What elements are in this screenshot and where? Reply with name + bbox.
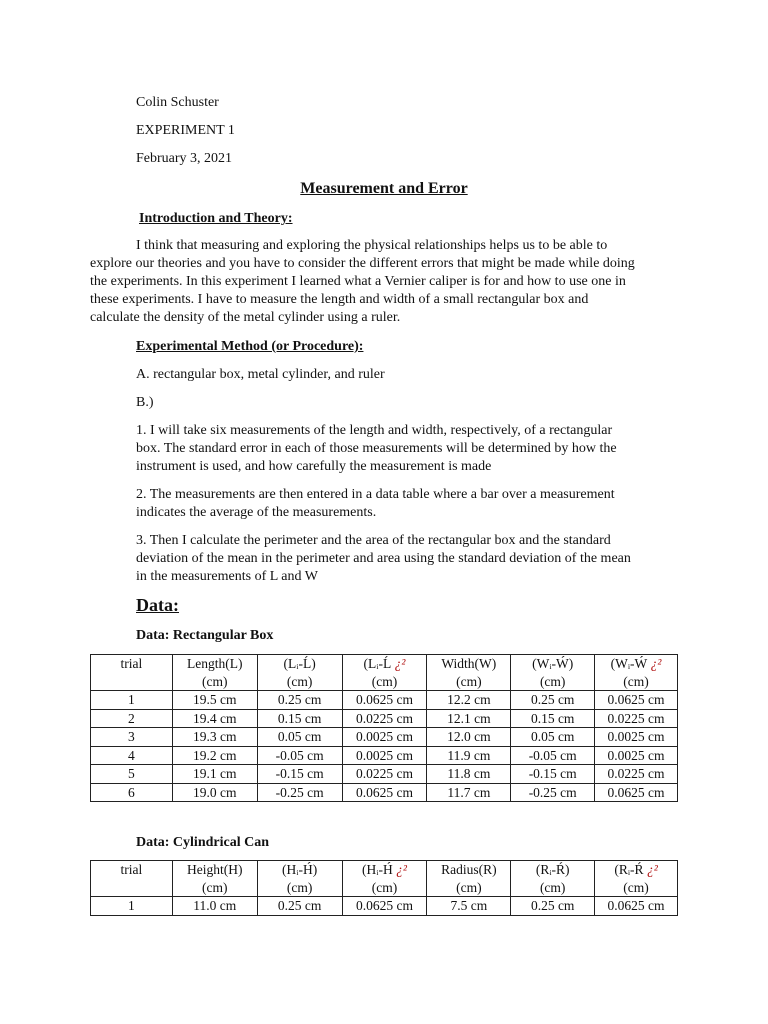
table-cell: 0.0225 cm: [342, 765, 427, 784]
header-length-deviation: (Lᵢ-Ĺ) (cm): [257, 655, 342, 691]
table-header-row: [91, 861, 678, 897]
experiment-label: EXPERIMENT 1: [136, 123, 235, 138]
table-cell: 0.0625 cm: [342, 691, 427, 710]
table-cell: 0.0225 cm: [595, 765, 678, 784]
header-radius-deviation-squared: (Rᵢ-Ŕ ¿² (cm): [595, 861, 678, 897]
table-row: [91, 783, 678, 802]
table-cell: 0.0025 cm: [342, 746, 427, 765]
table-cell: 12.1 cm: [427, 709, 511, 728]
table-cell: 0.0625 cm: [595, 691, 678, 710]
table-cell: -0.15 cm: [257, 765, 342, 784]
table-cell: 0.15 cm: [257, 709, 342, 728]
author-name: Colin Schuster: [136, 95, 219, 110]
table-cell: 19.1 cm: [172, 765, 257, 784]
squared-glyph: ¿²: [394, 656, 406, 671]
box-table-body: [91, 691, 678, 802]
intro-line: I think that measuring and exploring the physical relationships helps us to be able to: [136, 238, 608, 253]
table-row: [91, 691, 678, 710]
header-trial: trial: [91, 861, 173, 897]
table-cell: 0.0025 cm: [595, 728, 678, 747]
intro-line: explore our theories and you have to consider the different errors that might be made while doing: [90, 256, 635, 271]
table-cell: 0.05 cm: [511, 728, 595, 747]
can-table-body: [91, 897, 678, 916]
table-row: [91, 746, 678, 765]
table-cell: 19.4 cm: [172, 709, 257, 728]
squared-glyph: ¿²: [650, 656, 662, 671]
table-row: [91, 897, 678, 916]
table-header-row: [91, 655, 678, 691]
header-radius-deviation: (Rᵢ-Ŕ) (cm): [511, 861, 595, 897]
table-cell: 2: [91, 709, 173, 728]
intro-line: the experiments. In this experiment I learned what a Vernier caliper is for and how to use one in: [90, 274, 626, 289]
header-height: Height(H) (cm): [172, 861, 257, 897]
step-line: 3. Then I calculate the perimeter and the area of the rectangular box and the standard: [136, 533, 611, 548]
data-heading: Data:: [136, 595, 179, 615]
table-cell: 11.8 cm: [427, 765, 511, 784]
table-cell: 12.0 cm: [427, 728, 511, 747]
table-cell: 0.0625 cm: [595, 783, 678, 802]
table-cell: 5: [91, 765, 173, 784]
table-cell: 4: [91, 746, 173, 765]
squared-glyph: ¿²: [646, 862, 658, 877]
report-date: February 3, 2021: [136, 151, 233, 166]
table-cell: -0.15 cm: [511, 765, 595, 784]
table-cell: 0.25 cm: [257, 691, 342, 710]
header-radius: Radius(R) (cm): [427, 861, 511, 897]
table-cell: 0.25 cm: [257, 897, 342, 916]
rectangular-box-table: [90, 654, 678, 802]
method-b-label: B.): [136, 395, 154, 410]
box-table-caption: Data: Rectangular Box: [136, 628, 274, 643]
table-cell: -0.25 cm: [257, 783, 342, 802]
step-line: 2. The measurements are then entered in a data table where a bar over a measurement: [136, 487, 615, 502]
step-line: instrument is used, and how carefully the measurement is made: [136, 459, 492, 474]
table-cell: 19.3 cm: [172, 728, 257, 747]
table-cell: 11.9 cm: [427, 746, 511, 765]
step-line: in the measurements of L and W: [136, 569, 318, 584]
intro-line: calculate the density of the metal cylinder using a ruler.: [90, 310, 401, 325]
header-height-deviation-squared: (Hᵢ-H́ ¿² (cm): [342, 861, 427, 897]
header-trial: trial: [91, 655, 173, 691]
table-cell: 0.0625 cm: [595, 897, 678, 916]
header-length-deviation-squared: (Lᵢ-Ĺ ¿² (cm): [342, 655, 427, 691]
table-row: [91, 709, 678, 728]
header-width-deviation-squared: (Wᵢ-Ẃ ¿² (cm): [595, 655, 678, 691]
table-cell: 11.0 cm: [172, 897, 257, 916]
table-cell: 0.25 cm: [511, 691, 595, 710]
header-width: Width(W) (cm): [427, 655, 511, 691]
table-cell: 19.2 cm: [172, 746, 257, 765]
header-width-deviation: (Wᵢ-Ẃ) (cm): [511, 655, 595, 691]
table-cell: 0.0225 cm: [595, 709, 678, 728]
method-materials: A. rectangular box, metal cylinder, and ruler: [136, 367, 385, 382]
step-line: deviation of the mean in the perimeter and area using the standard deviation of the mean: [136, 551, 631, 566]
table-cell: 0.0025 cm: [595, 746, 678, 765]
table-cell: 0.05 cm: [257, 728, 342, 747]
header-height-deviation: (Hᵢ-H́) (cm): [257, 861, 342, 897]
table-cell: 0.0025 cm: [342, 728, 427, 747]
table-cell: -0.25 cm: [511, 783, 595, 802]
table-cell: -0.05 cm: [257, 746, 342, 765]
table-cell: 0.0625 cm: [342, 897, 427, 916]
step-line: indicates the average of the measurements.: [136, 505, 377, 520]
header-length: Length(L) (cm): [172, 655, 257, 691]
table-cell: 0.15 cm: [511, 709, 595, 728]
table-cell: 11.7 cm: [427, 783, 511, 802]
method-heading: Experimental Method (or Procedure):: [136, 339, 364, 354]
step-line: 1. I will take six measurements of the length and width, respectively, of a rectangular: [136, 423, 613, 438]
table-cell: 1: [91, 897, 173, 916]
table-cell: 0.0225 cm: [342, 709, 427, 728]
table-cell: -0.05 cm: [511, 746, 595, 765]
table-cell: 19.0 cm: [172, 783, 257, 802]
intro-line: these experiments. I have to measure the length and width of a small rectangular box and: [90, 292, 589, 307]
table-cell: 0.0625 cm: [342, 783, 427, 802]
table-row: [91, 765, 678, 784]
page-title: Measurement and Error: [300, 180, 468, 197]
table-cell: 6: [91, 783, 173, 802]
table-cell: 1: [91, 691, 173, 710]
can-table-caption: Data: Cylindrical Can: [136, 835, 269, 850]
squared-glyph: ¿²: [396, 862, 407, 877]
table-cell: 0.25 cm: [511, 897, 595, 916]
table-cell: 19.5 cm: [172, 691, 257, 710]
cylindrical-can-table: [90, 860, 678, 916]
table-cell: 12.2 cm: [427, 691, 511, 710]
intro-heading: Introduction and Theory:: [139, 211, 293, 226]
table-row: [91, 728, 678, 747]
table-cell: 7.5 cm: [427, 897, 511, 916]
table-cell: 3: [91, 728, 173, 747]
step-line: box. The standard error in each of those measurements will be determined by how the: [136, 441, 617, 456]
